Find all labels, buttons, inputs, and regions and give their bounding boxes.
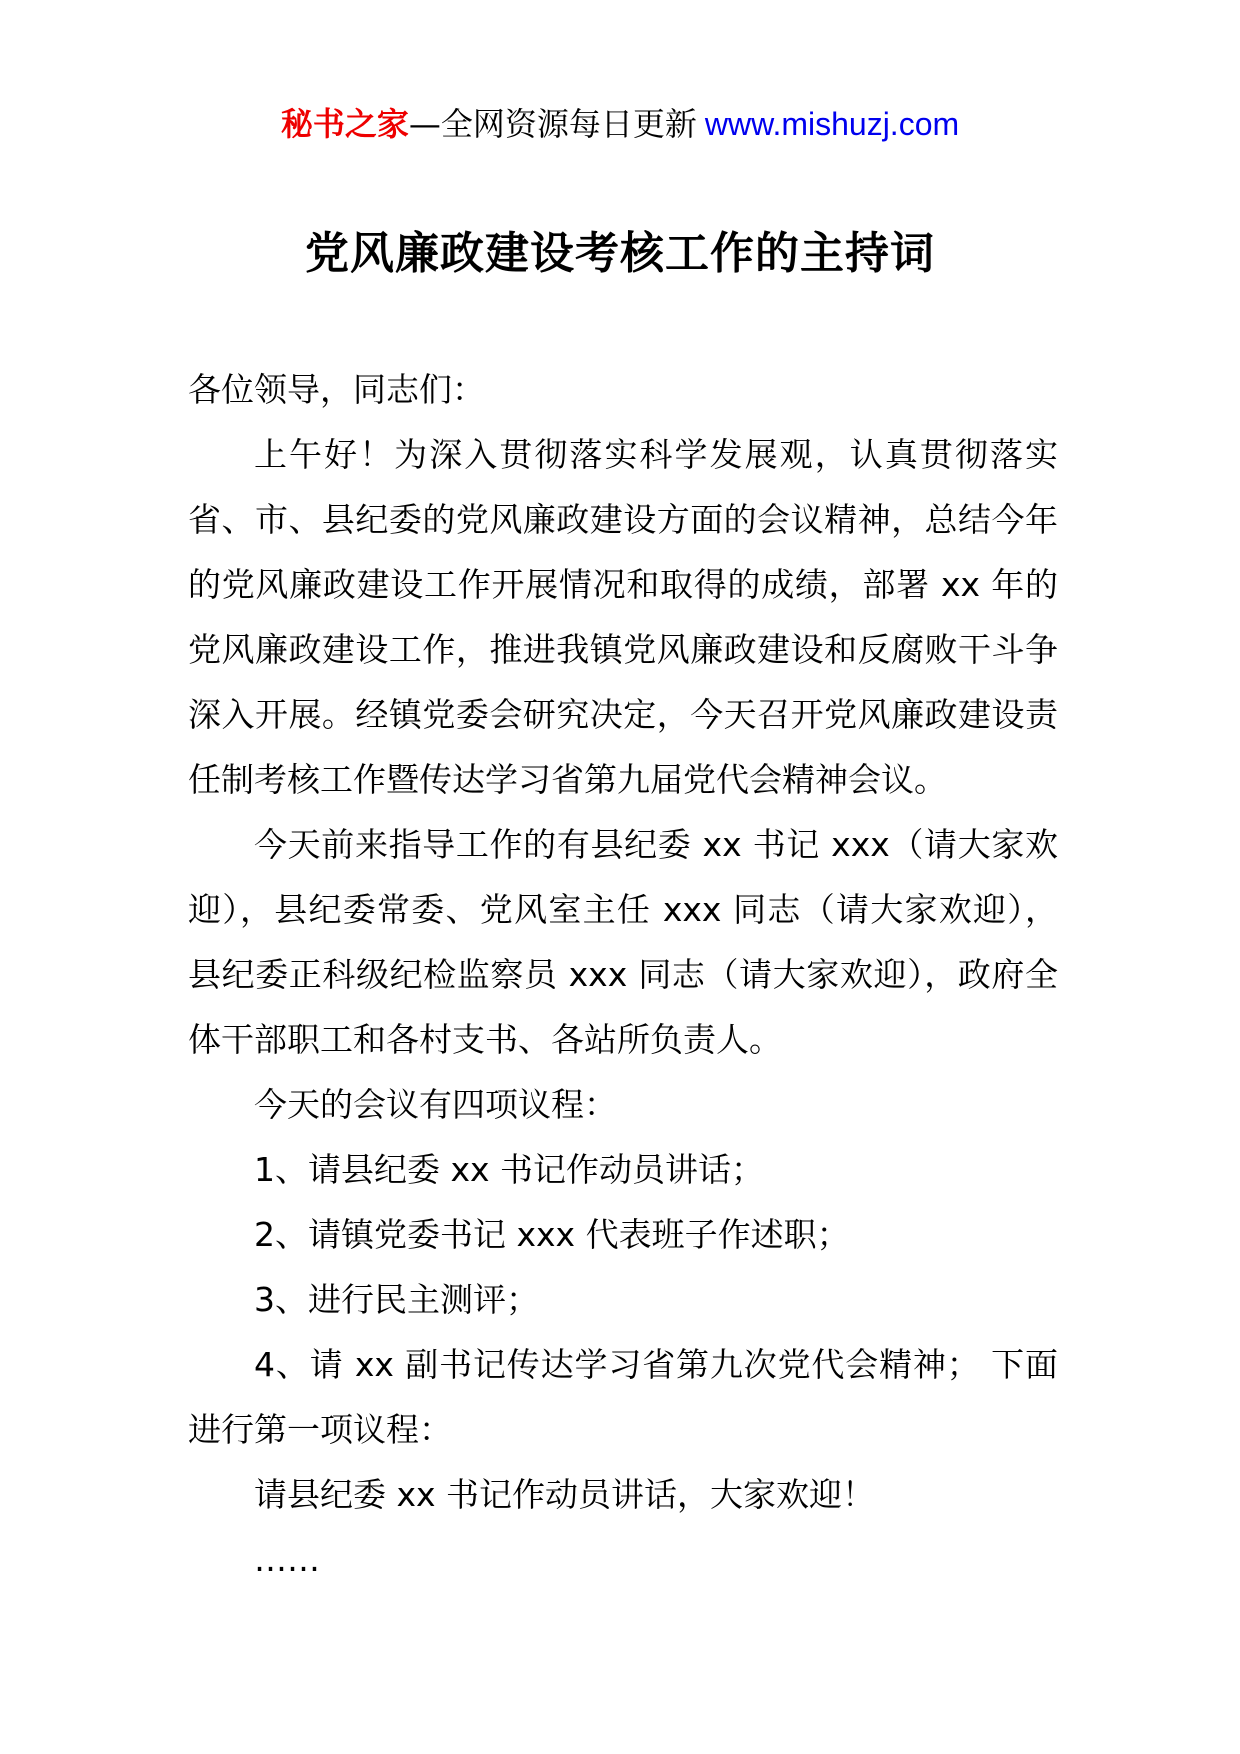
site-banner xyxy=(0,100,1240,148)
document-title: 党风廉政建设考核工作的主持词 xyxy=(305,228,935,279)
paragraph-opening: 上午好！为深入贯彻落实科学发展观，认真贯彻落实省、市、县纪委的党风廉政建设方面的会议精神，总结今年的党风廉政建设工作开展情况和取得的成绩，部署 xx 年的党风廉政建设工作，推进我镇党风廉政建设和反腐败干斗争深入开展。经镇党委会研究决定，今天召开党风廉政建设责任制考核工作暨传达学习省第九届党代会精神会议。 xyxy=(188,435,1058,799)
ellipsis: …… xyxy=(254,1540,320,1579)
brand-name: 秘书之家 xyxy=(280,105,409,143)
document-body xyxy=(188,357,1058,1592)
banner-tagline: —全网资源每日更新 xyxy=(408,105,697,143)
paragraph-guests: 今天前来指导工作的有县纪委 xx 书记 xxx（请大家欢迎），县纪委常委、党风室主任 xxx 同志（请大家欢迎），县纪委正科级纪检监察员 xxx 同志（请大家欢迎），政府全体干部职工和各村支书、各站所负责人。 xyxy=(188,825,1058,1059)
closing-invitation: 请县纪委 xx 书记作动员讲话，大家欢迎！ xyxy=(254,1475,876,1514)
agenda-item-2: 2、请镇党委书记 xxx 代表班子作述职； xyxy=(254,1215,850,1254)
site-url-link[interactable]: www.mishuzj.com xyxy=(704,106,960,142)
agenda-intro: 今天的会议有四项议程： xyxy=(254,1085,617,1124)
agenda-item-1: 1、请县纪委 xx 书记作动员讲话； xyxy=(254,1150,765,1189)
salutation: 各位领导，同志们： xyxy=(188,370,485,409)
agenda-item-4: 4、请 xx 副书记传达学习省第九次党代会精神； 下面进行第一项议程： xyxy=(188,1345,1058,1449)
agenda-item-3: 3、进行民主测评； xyxy=(254,1280,539,1319)
